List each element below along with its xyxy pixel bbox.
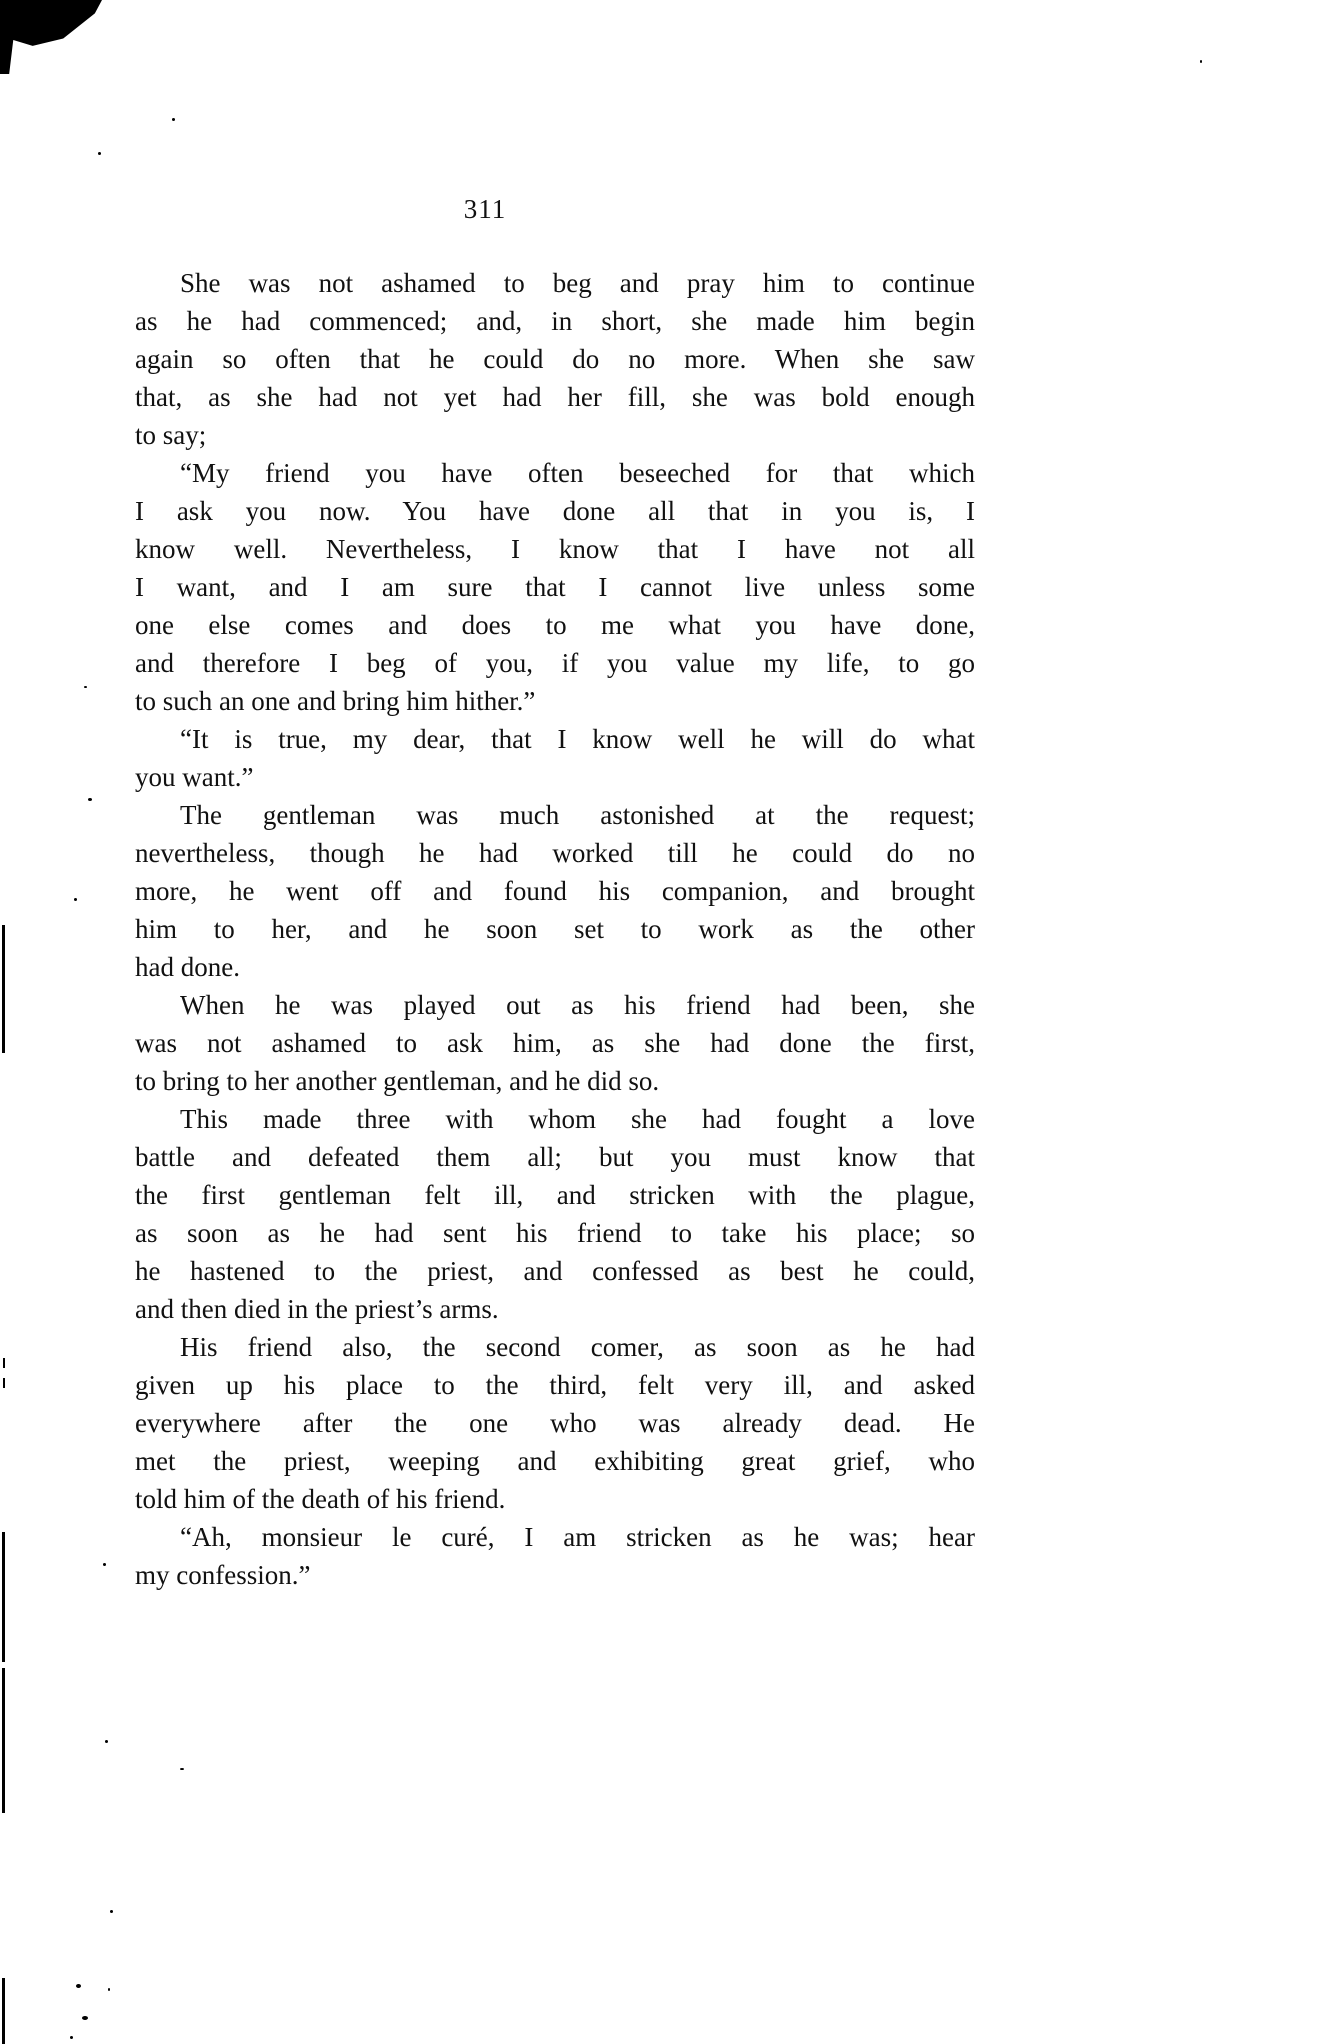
text-line: to such an one and bring him hither.” [135,686,536,716]
scan-scratch-line [2,1668,5,1813]
text-line: The gentleman was much astonished at the request; [180,800,975,830]
paragraph [135,796,975,986]
text-line: and therefore I beg of you, if you value my life, to go [135,648,975,678]
scan-speckle [108,1988,110,1991]
text-line: to bring to her another gentleman, and he did so. [135,1066,660,1096]
text-line: had done. [135,952,240,982]
text-line: my confession.” [135,1560,311,1590]
text-line: When he was played out as his friend had been, she [180,990,975,1020]
text-line: was not ashamed to ask him, as she had done the first, [135,1028,975,1058]
scan-speckle [172,118,175,121]
scan-speckle [103,1563,106,1566]
scan-scratch-line [2,925,5,1053]
text-line: everywhere after the one who was already dead. He [135,1408,975,1438]
text-line: This made three with whom she had fought a love [180,1104,975,1134]
text-line: him to her, and he soon set to work as the other [135,914,975,944]
text-line: he hastened to the priest, and confessed as best he could, [135,1256,975,1286]
text-line: again so often that he could do no more. When she saw [135,344,975,374]
text-line: one else comes and does to me what you have done, [135,610,975,640]
scan-speckle [105,1740,108,1743]
text-line: I want, and I am sure that I cannot live unless some [135,572,975,602]
text-line: “My friend you have often beseeched for that which [180,458,975,488]
paragraph [135,1328,975,1518]
paragraph [135,986,975,1100]
scan-speckle [70,2036,73,2039]
text-line: more, he went off and found his companion, and brought [135,876,975,906]
scan-speckle [84,686,87,688]
paragraph [135,264,975,454]
text-line: told him of the death of his friend. [135,1484,506,1514]
text-line: I ask you now. You have done all that in you is, I [135,496,975,526]
paragraph [135,454,975,720]
scan-scratch-line [2,1978,5,2044]
text-line: the first gentleman felt ill, and stricken with the plague, [135,1180,975,1210]
scan-speckle [110,1910,113,1913]
scan-speckle [180,1768,184,1770]
scan-speckle [74,898,77,901]
text-line: as soon as he had sent his friend to take his place; so [135,1218,975,1248]
page-text [135,264,975,1594]
text-line: you want.” [135,762,254,792]
text-line: “Ah, monsieur le curé, I am stricken as he was; hear [180,1522,975,1552]
text-line: met the priest, weeping and exhibiting great grief, who [135,1446,975,1476]
page-number: 311 [463,194,507,224]
scan-scratch-line [3,1358,5,1368]
text-line: “It is true, my dear, that I know well he will do what [180,724,975,754]
scan-speckle [76,1984,81,1988]
text-line: nevertheless, though he had worked till he could do no [135,838,975,868]
scan-speckle [98,152,101,155]
scan-scratch-line [3,1378,5,1388]
scan-scratch-line [2,1532,5,1662]
text-line: as he had commenced; and, in short, she made him begin [135,306,975,336]
paragraph [135,720,975,796]
text-line: know well. Nevertheless, I know that I have not all [135,534,975,564]
scan-smudge-corner [0,0,102,74]
paragraph [135,1100,975,1328]
text-line: She was not ashamed to beg and pray him to continue [180,268,975,298]
scan-speckle [1200,60,1202,63]
text-line: His friend also, the second comer, as soon as he had [180,1332,975,1362]
text-line: battle and defeated them all; but you must know that [135,1142,975,1172]
scan-speckle [82,2016,88,2020]
text-line: to say; [135,420,207,450]
paragraph [135,1518,975,1594]
scan-speckle [88,798,92,801]
text-line: given up his place to the third, felt very ill, and asked [135,1370,975,1400]
text-line: and then died in the priest’s arms. [135,1294,499,1324]
text-line: that, as she had not yet had her fill, she was bold enough [135,382,975,412]
